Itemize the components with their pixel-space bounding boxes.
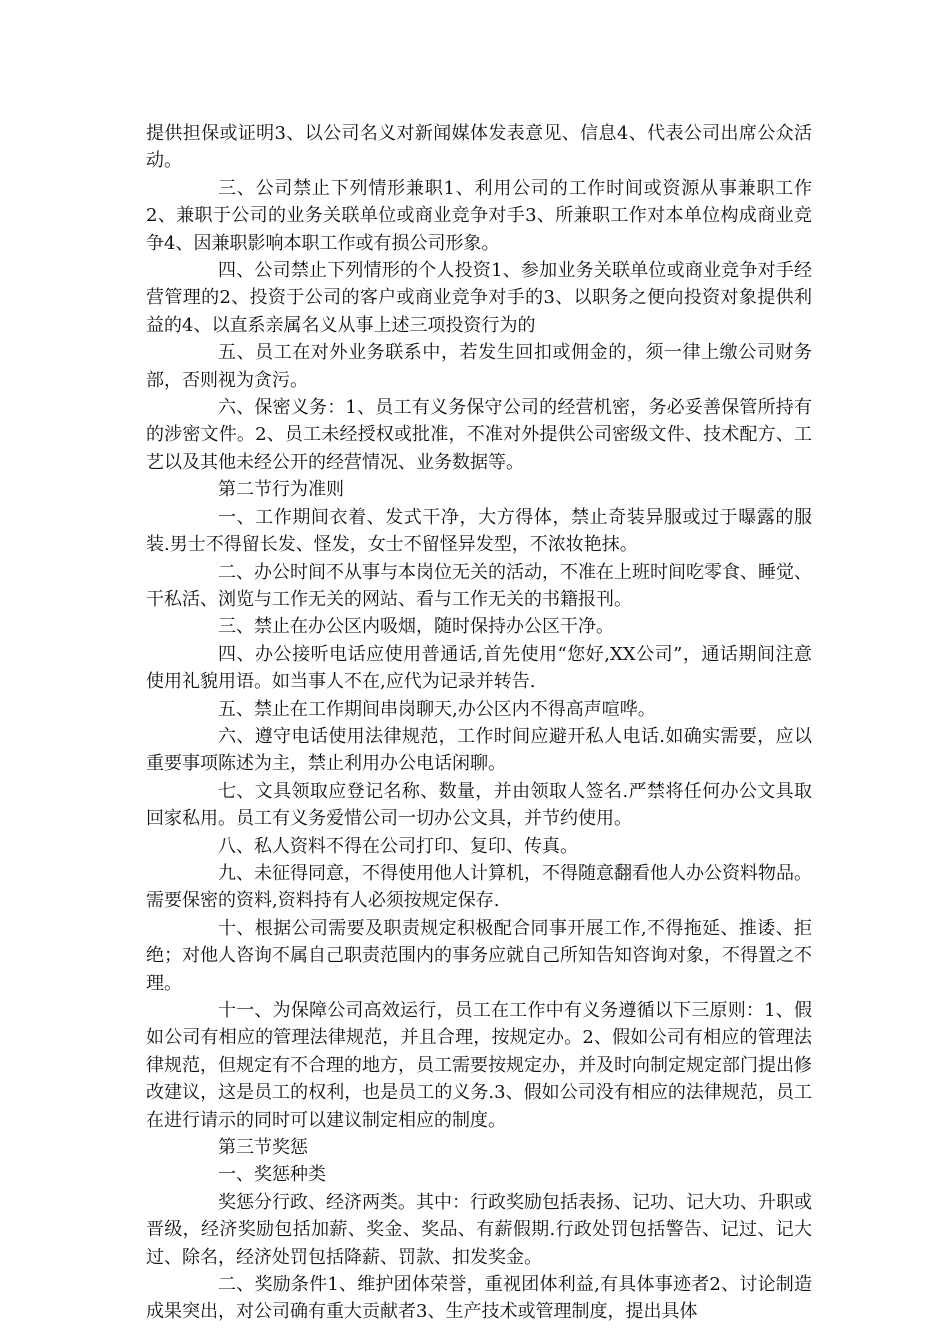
paragraph-9: 三、禁止在办公区内吸烟，随时保持办公区干净。 [218,616,614,638]
paragraph-10: 四、办公接听电话应使用普通话,首先使用“您好,XX公司”，通话期间注意使用礼貌用语。如当事人不在,应代为记录并转告. [146,643,812,693]
subheading-reward-types: 一、奖惩种类 [218,1164,326,1186]
paragraph-11: 五、禁止在工作期间串岗聊天,办公区内不得高声喧哗。 [218,698,656,720]
section-heading-3: 第三节奖惩 [218,1137,308,1159]
paragraph-13: 七、文具领取应登记名称、数量，并由领取人签名.严禁将任何办公文具取回家私用。员工有义务爱惜公司一切办公文具，并节约使用。 [146,780,812,830]
paragraph-14: 八、私人资料不得在公司打印、复印、传真。 [218,835,578,857]
document-body [146,120,812,1326]
paragraph-20: 奖惩分行政、经济两类。其中：行政奖励包括表扬、记功、记大功、升职或晋级，经济奖励包括加薪、奖金、奖品、有薪假期.行政处罚包括警告、记过、记大过、除名，经济处罚包括降薪、罚款、扣发奖金。 [146,1191,812,1268]
paragraph-17: 十一、为保障公司高效运行，员工在工作中有义务遵循以下三原则：1、假如公司有相应的管理法律规范，并且合理，按规定办。2、假如公司有相应的管理法律规范，但规定有不合理的地方，员工需要按规定办，并及时向制定规定部门提出修改建议，这是员工的权利，也是员工的义务.3、假如公司没有相应的法律规范，员工在进行请示的同时可以建议制定相应的制度。 [146,1000,812,1131]
paragraph-3: 四、公司禁止下列情形的个人投资1、参加业务关联单位或商业竞争对手经营管理的2、投资于公司的客户或商业竞争对手的3、以职务之便向投资对象提供利益的4、以直系亲属名义从事上述三项投资行为的 [146,260,812,336]
paragraph-8: 二、办公时间不从事与本岗位无关的活动，不准在上班时间吃零食、睡觉、干私活、浏览与工作无关的网站、看与工作无关的书籍报刊。 [146,561,812,610]
paragraph-16: 十、根据公司需要及职责规定积极配合同事开展工作,不得拖延、推诿、拒绝；对他人咨询不属自己职责范围内的事务应就自己所知告知咨询对象，不得置之不理。 [146,917,812,994]
paragraph-4: 五、员工在对外业务联系中，若发生回扣或佣金的，须一律上缴公司财务部，否则视为贪污。 [146,342,812,391]
paragraph-7: 一、工作期间衣着、发式干净，大方得体，禁止奇装异服或过于曝露的服装.男士不得留长发、怪发，女士不留怪异发型，不浓妆艳抹。 [146,506,812,556]
paragraph-15: 九、未征得同意，不得使用他人计算机，不得随意翻看他人办公资料物品。需要保密的资料,资料持有人必须按规定保存. [146,862,812,912]
paragraph-12: 六、遵守电话使用法律规范，工作时间应避开私人电话.如确实需要，应以重要事项陈述为主，禁止利用办公电话闲聊。 [146,725,812,775]
paragraph-1: 提供担保或证明3、以公司名义对新闻媒体发表意见、信息4、代表公司出席公众活动。 [146,123,812,172]
section-heading-2: 第二节行为准则 [218,479,344,501]
paragraph-2: 三、公司禁止下列情形兼职1、利用公司的工作时间或资源从事兼职工作2、兼职于公司的业务关联单位或商业竞争对手3、所兼职工作对本单位构成商业竞争4、因兼职影响本职工作或有损公司形象。 [146,177,812,254]
paragraph-5: 六、保密义务：1、员工有义务保守公司的经营机密，务必妥善保管所持有的涉密文件。2、员工未经授权或批准，不准对外提供公司密级文件、技术配方、工艺以及其他未经公开的经营情况、业务数据等。 [146,397,812,473]
paragraph-21: 二、奖励条件1、维护团体荣誉，重视团体利益,有具体事迹者2、讨论制造成果突出，对公司确有重大贡献者3、生产技术或管理制度，提出具体 [146,1274,812,1323]
